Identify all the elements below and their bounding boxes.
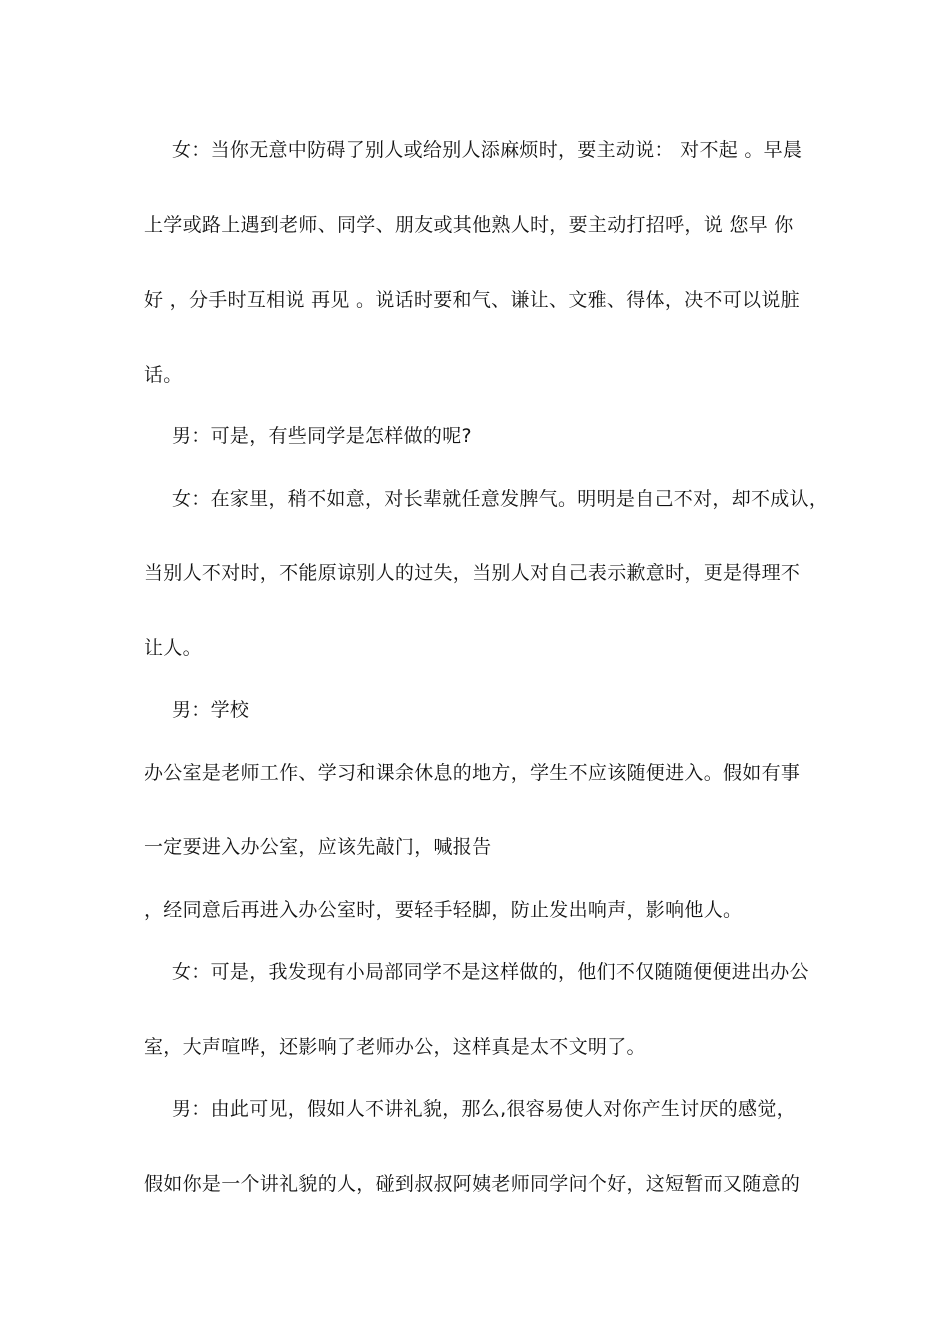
- text-line: 男：可是，有些同学是怎样做的呢?: [172, 425, 472, 447]
- text-line: 男：由此可见，假如人不讲礼貌，那么,很容易使人对你产生讨厌的感觉，: [172, 1098, 796, 1120]
- text-line: 女：可是，我发现有小局部同学不是这样做的，他们不仅随随便便进出办公: [172, 961, 809, 983]
- text-line: 好 ，分手时互相说 再见 。说话时要和气、谦让、文雅、得体，决不可以说脏: [144, 289, 800, 311]
- text-line: 办公室是老师工作、学习和课余休息的地方，学生不应该随便进入。假如有事: [144, 762, 801, 784]
- text-line: 假如你是一个讲礼貌的人，碰到叔叔阿姨老师同学问个好，这短暂而又随意的: [144, 1173, 801, 1195]
- text-line: 男：学校: [172, 699, 250, 721]
- text-line: 上学或路上遇到老师、同学、朋友或其他熟人时，要主动打招呼，说 您早 你: [144, 214, 794, 236]
- text-line: 女：当你无意中防碍了别人或给别人添麻烦时，要主动说： 对不起 。早晨: [172, 139, 803, 161]
- text-line: 一定要进入办公室，应该先敲门，喊报告: [144, 836, 492, 858]
- text-line: ，经同意后再进入办公室时，要轻手轻脚，防止发出响声，影响他人。: [144, 899, 743, 921]
- text-line: 室，大声喧哗，还影响了老师办公，这样真是太不文明了。: [144, 1036, 646, 1058]
- text-line: 当别人不对时，不能原谅别人的过失，当别人对自己表示歉意时，更是得理不: [144, 562, 801, 584]
- text-line: 话。: [144, 364, 183, 386]
- text-line: 女：在家里，稍不如意，对长辈就任意发脾气。明明是自己不对，却不成认，: [172, 488, 829, 510]
- text-line: 让人。: [144, 637, 202, 659]
